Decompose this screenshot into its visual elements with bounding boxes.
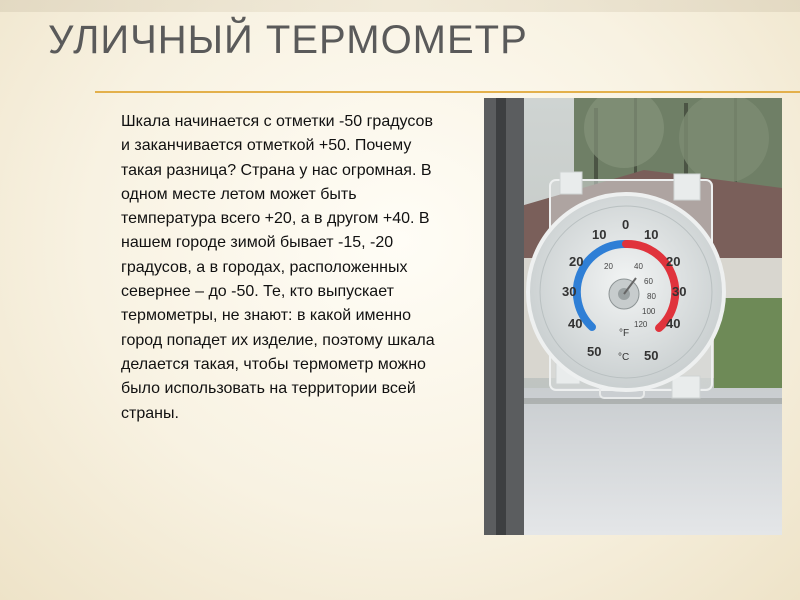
scale-label: 40 — [666, 316, 681, 331]
thermometer-photo — [484, 98, 782, 535]
scale-label: 80 — [647, 292, 656, 301]
scale-label: 120 — [634, 320, 648, 329]
scale-label: 10 — [644, 227, 659, 242]
scale-label: 0 — [622, 217, 630, 232]
slide-title: УЛИЧНЫЙ ТЕРМОМЕТР — [48, 18, 528, 62]
suction-cup-top-left — [560, 172, 582, 194]
fahrenheit-unit: °F — [619, 328, 630, 339]
title-underline — [95, 91, 800, 93]
suction-cup-bottom-right — [672, 376, 700, 398]
scale-label: 50 — [587, 344, 602, 359]
scale-label: 10 — [592, 227, 607, 242]
scale-label: 20 — [666, 254, 681, 269]
scale-label: 30 — [672, 284, 687, 299]
slide-body-text: Шкала начинается с отметки -50 градусов и заканчивается отметкой +50. Почему такая разница? Страна у нас огромная. В одном месте летом может быть температура всего +20, а в другом +40. В нашем городе зимой бывает -15, -20 градусов, а в городах, расположенных севернее – до -50. Те, кто выпускает термометры, не знают: в какой именно город попадет их изделие, поэтому шкала делается такая, чтобы термометр можно было использовать на территории всей страны. — [121, 113, 435, 422]
scale-label: 20 — [604, 262, 613, 271]
scale-label: 40 — [568, 316, 583, 331]
scale-label: 40 — [634, 262, 643, 271]
thermometer-photo-drawing — [484, 98, 782, 535]
suction-cup-top-right — [674, 174, 700, 200]
scale-label: 60 — [644, 277, 653, 286]
scale-label: 20 — [569, 254, 584, 269]
top-band — [0, 0, 800, 12]
scale-label: 50 — [644, 348, 659, 363]
scale-label: 30 — [562, 284, 577, 299]
celsius-unit: °C — [618, 352, 630, 363]
road — [484, 388, 782, 535]
scale-label: 100 — [642, 307, 656, 316]
